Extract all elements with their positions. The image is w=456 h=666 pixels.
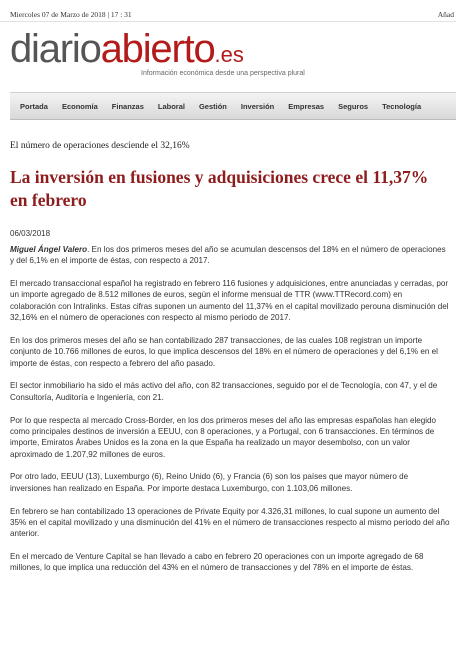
nav-item-inversion[interactable]: Inversión <box>240 101 275 111</box>
article-paragraph: En los dos primeros meses del año se han contabilizado 287 transacciones, de las cuales 108 registran un importe conjunto de 10.766 millones de euros, lo que implica descensos del 18% en el número de operaciones y del 6,1% en el importe de éstas, con respecto a febrero del año pasado. <box>10 335 438 368</box>
logo-word-diario: diario <box>10 27 101 71</box>
nav-item-laboral[interactable]: Laboral <box>157 101 185 111</box>
current-date: Miercoles 07 de Marzo de 2018 | 17 : 31 <box>10 10 132 19</box>
logo-word-abierto: abierto <box>100 27 215 71</box>
article-paragraph: El sector inmobiliario ha sido el más activo del año, con 82 transacciones, seguido por el de Tecnología, con 47, y el de Consultoría, Auditoría e Ingeniería, con 21. <box>10 381 438 402</box>
article-kicker: El número de operaciones desciende el 32,16% <box>10 141 190 151</box>
nav-item-gestion[interactable]: Gestión <box>198 101 227 111</box>
nav-item-empresas[interactable]: Empresas <box>288 101 325 111</box>
site-logo[interactable] <box>10 26 244 72</box>
nav-item-finanzas[interactable]: Finanzas <box>111 101 144 111</box>
nav-item-seguros[interactable]: Seguros <box>338 101 369 111</box>
site-tagline: Información económica desde una perspectiva plural <box>141 70 305 77</box>
add-favorites-link[interactable]: Añad <box>437 10 454 19</box>
article-paragraph: Por lo que respecta al mercado Cross-Border, en los dos primeros meses del año las empresas españolas han elegido como principales destinos de inversión a EEUU, con 8 operaciones, y a Portugal, con 6 transacciones. En términos de importe, Emiratos Árabes Unidos es la zona en la que España ha realizado un mayor desembolso, con un valor aproximado de 1.207,92 millones de euros. <box>10 415 437 459</box>
article-date: 06/03/2018 <box>10 229 51 238</box>
main-nav <box>10 92 456 120</box>
article-lead <box>10 244 450 267</box>
nav-item-tecnologia[interactable]: Tecnología <box>382 101 422 111</box>
nav-item-portada[interactable]: Portada <box>20 101 48 111</box>
logo-domain: .es <box>214 42 244 67</box>
article-author[interactable]: Miguel Ángel Valero <box>10 245 88 254</box>
top-bar <box>0 0 456 22</box>
nav-item-economia[interactable]: Economía <box>61 101 98 111</box>
article-body <box>10 244 450 585</box>
lead-text: . En los dos primeros meses del año se acumulan descensos del 18% en el número de operaciones y del 6,1% en el importe de éstas, con respecto a 2017. <box>10 245 446 266</box>
article-paragraph: En el mercado de Venture Capital se han llevado a cabo en febrero 20 operaciones con un importe agregado de 68 millones, lo que implica una reducción del 43% en el número de transacciones y del 78% en el importe de éstas. <box>10 552 424 573</box>
article-paragraph: Por otro lado, EEUU (13), Luxemburgo (6), Reino Unido (6), y Francia (6) son los países que mayor número de inversiones han realizado en España. Por importe destaca Luxemburgo, con 1.103,06 millones. <box>10 472 409 493</box>
article-headline: La inversión en fusiones y adquisiciones crece el 11,37% en febrero <box>10 167 429 210</box>
article-paragraph: El mercado transaccional español ha registrado en febrero 116 fusiones y adquisiciones, entre anunciadas y cerradas, por un importe agregado de 8.512 millones de euros, según el informe mensual de TTR (www.TTRecord.com) en colaboración con Intralinks. Estas cifras suponen un aumento del 11,37% en el capital movilizado perouna disminución del 32,16% en el número de operaciones con respecto al mismo periodo de 2017. <box>10 279 449 323</box>
article-paragraph: En febrero se han contabilizado 13 operaciones de Private Equity por 4.326,31 millones, lo cual supone un aumento del 35% en el capital movilizado y una disminución del 41% en el número de transacciones respecto al mismo periodo del año anterior. <box>10 506 450 539</box>
